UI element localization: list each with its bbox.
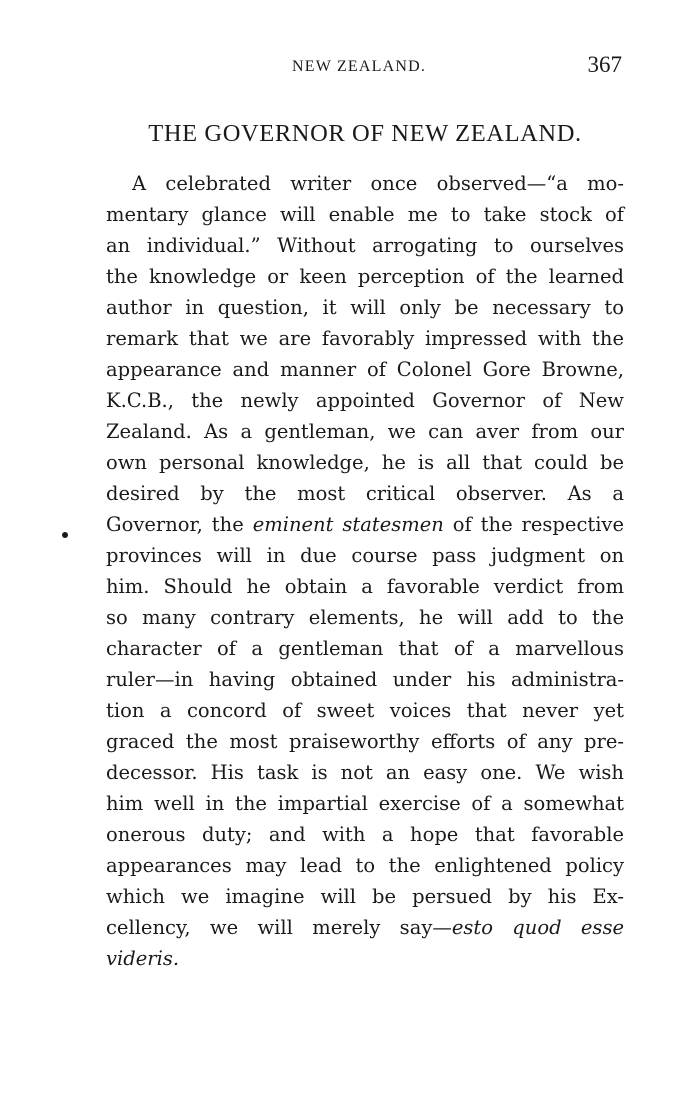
line24-italic: esto quod esse	[451, 916, 624, 939]
body-line-10: own personal knowledge, he is all that could be	[106, 451, 624, 474]
body-line-25	[106, 912, 624, 943]
body-line-11: desired by the most critical observer. As a	[106, 482, 624, 505]
body-line-1: A celebrated writer once observed—“a mo-	[132, 172, 624, 195]
body-line-7: appearance and manner of Colonel Gore Browne,	[106, 358, 624, 381]
line12-post: of the respective	[443, 513, 624, 536]
body-line-5: author in question, it will only be necessary to	[106, 296, 624, 319]
body-line-18: tion a concord of sweet voices that never yet	[106, 699, 624, 722]
body-line-3: an individual.” Without arrogating to ourselves	[106, 234, 624, 257]
running-head	[106, 52, 624, 82]
body-line-20: decessor. His task is not an easy one. We wish	[106, 761, 624, 784]
line12-pre: Governor, the	[106, 513, 253, 536]
body-line-17: ruler—in having obtained under his administra-	[106, 668, 624, 691]
line24-pre: cellency, we will merely say—	[106, 916, 452, 939]
body-line-13: provinces will in due course pass judgment on	[106, 544, 624, 567]
running-title: NEW ZEALAND.	[292, 58, 427, 75]
line25-italic: videris.	[106, 947, 180, 970]
line12-italic: eminent statesmen	[252, 513, 444, 536]
body-line-8: K.C.B., the newly appointed Governor of New	[106, 389, 624, 412]
article-title: THE GOVERNOR OF NEW ZEALAND.	[148, 120, 582, 147]
body-line-16: character of a gentleman that of a marvellous	[106, 637, 624, 660]
margin-dot-mark	[62, 532, 68, 538]
page-number: 367	[587, 52, 622, 77]
body-line-2: mentary glance will enable me to take stock of	[106, 203, 624, 226]
body-line-15: so many contrary elements, he will add to the	[106, 606, 624, 629]
body-line-23: appearances may lead to the enlightened policy	[106, 854, 624, 877]
body-line-26	[106, 943, 624, 974]
body-line-19: graced the most praiseworthy efforts of any pre-	[106, 730, 624, 753]
article-body	[106, 168, 624, 974]
body-line-22: onerous duty; and with a hope that favorable	[106, 823, 624, 846]
body-line-21: him well in the impartial exercise of a somewhat	[106, 792, 624, 815]
body-line-12	[106, 509, 624, 540]
body-line-4: the knowledge or keen perception of the learned	[106, 265, 624, 288]
body-line-9: Zealand. As a gentleman, we can aver from our	[106, 420, 624, 443]
body-line-14: him. Should he obtain a favorable verdict from	[106, 575, 624, 598]
body-line-24: which we imagine will be persued by his Ex-	[106, 885, 624, 908]
body-line-6: remark that we are favorably impressed with the	[106, 327, 624, 350]
